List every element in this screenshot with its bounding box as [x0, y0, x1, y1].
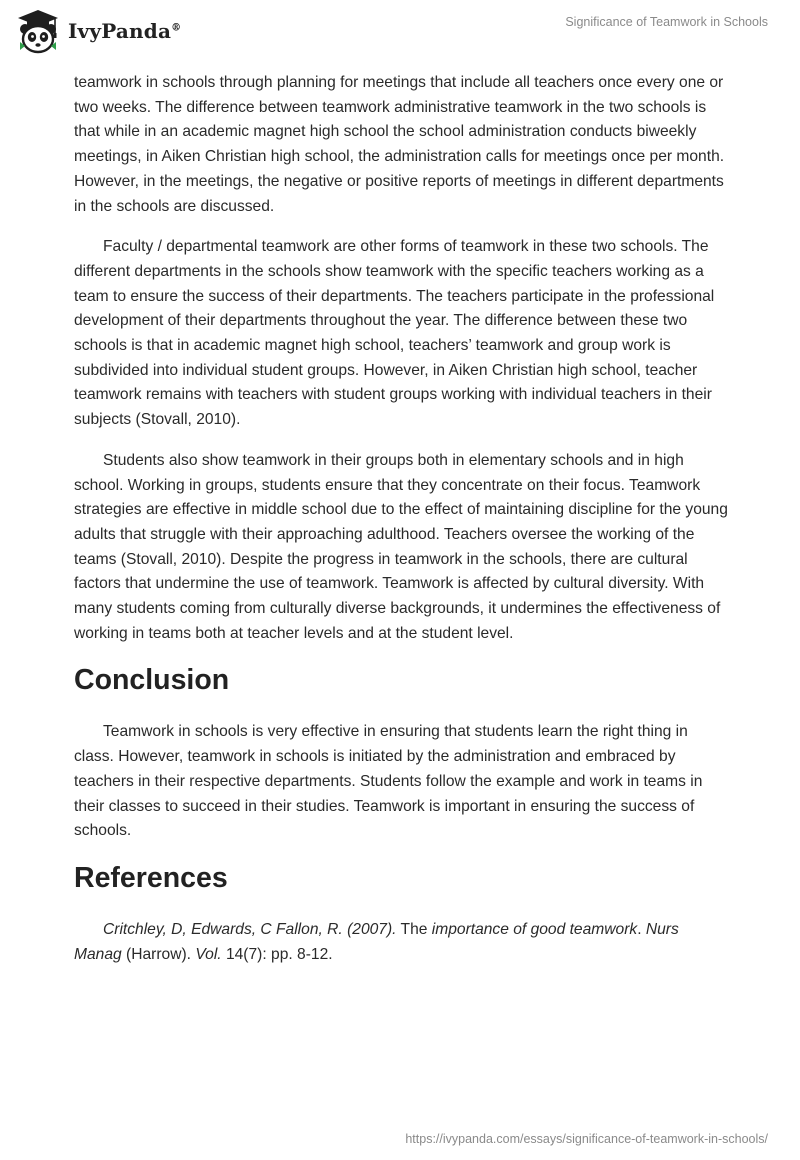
ivypanda-logo[interactable]: [14, 8, 181, 54]
essay-content: [74, 71, 728, 967]
body-paragraph: Students also show teamwork in their groups both in elementary schools and in high school. Working in groups, students ensure that they concentrate on their focus. Teamwork strategies are effective in middle school due to the effect of maintaining discipline for the young adults that struggle with their approaching adulthood. Teachers oversee the working of the teams (Stovall, 2010). Despite the progress in teamwork in the schools, there are cultural factors that undermine the use of teamwork. Teamwork is affected by cultural diversity. With many students coming from culturally diverse backgrounds, it undermines the effectiveness of working in teams both at teacher levels and at the student level.: [74, 451, 728, 642]
conclusion-paragraph: Teamwork in schools is very effective in ensuring that students learn the right thing in class. However, teamwork in schools is initiated by the administration and embraced by teachers in their respective departments. Students follow the example and work in teams in their classes to succeed in their studies. Teamwork is important in ensuring the success of schools.: [74, 723, 703, 840]
page-header: [0, 0, 800, 62]
body-paragraph: Faculty / departmental teamwork are other forms of teamwork in these two schools. The different departments in the schools show teamwork with the specific teachers working as a team to ensure the success of their departments. The teachers participate in the professional development of their departments throughout the year. The difference between these two schools is that in academic magnet high school, teachers’ teamwork and group work is subdivided into individual student groups. However, in Aiken Christian high school, teacher teamwork remains with teachers with student groups working with individual teachers in their subjects (Stovall, 2010).: [74, 238, 715, 429]
references-heading: References: [74, 861, 228, 894]
panda-graduation-icon: [14, 8, 62, 54]
source-url[interactable]: https://ivypanda.com/essays/significance-of-teamwork-in-schools/: [405, 1132, 768, 1146]
brand-name: IvyPanda®: [68, 19, 182, 43]
document-title: Significance of Teamwork in Schools: [565, 15, 768, 29]
reference-entry: Critchley, D, Edwards, C Fallon, R. (2007). The importance of good teamwork. Nurs Manag (Harrow). Vol. 14(7): pp. 8-12.: [74, 920, 679, 963]
conclusion-heading: Conclusion: [74, 664, 230, 697]
body-paragraph: teamwork in schools through planning for meetings that include all teachers once every one or two weeks. The difference between teamwork administrative teamwork in the two schools is that while in an academic magnet high school the school administration conducts biweekly meetings, in Aiken Christian high school, the administration calls for meetings once per month. However, in the meetings, the negative or positive reports of meetings in different departments in the schools are discussed.: [74, 74, 725, 215]
